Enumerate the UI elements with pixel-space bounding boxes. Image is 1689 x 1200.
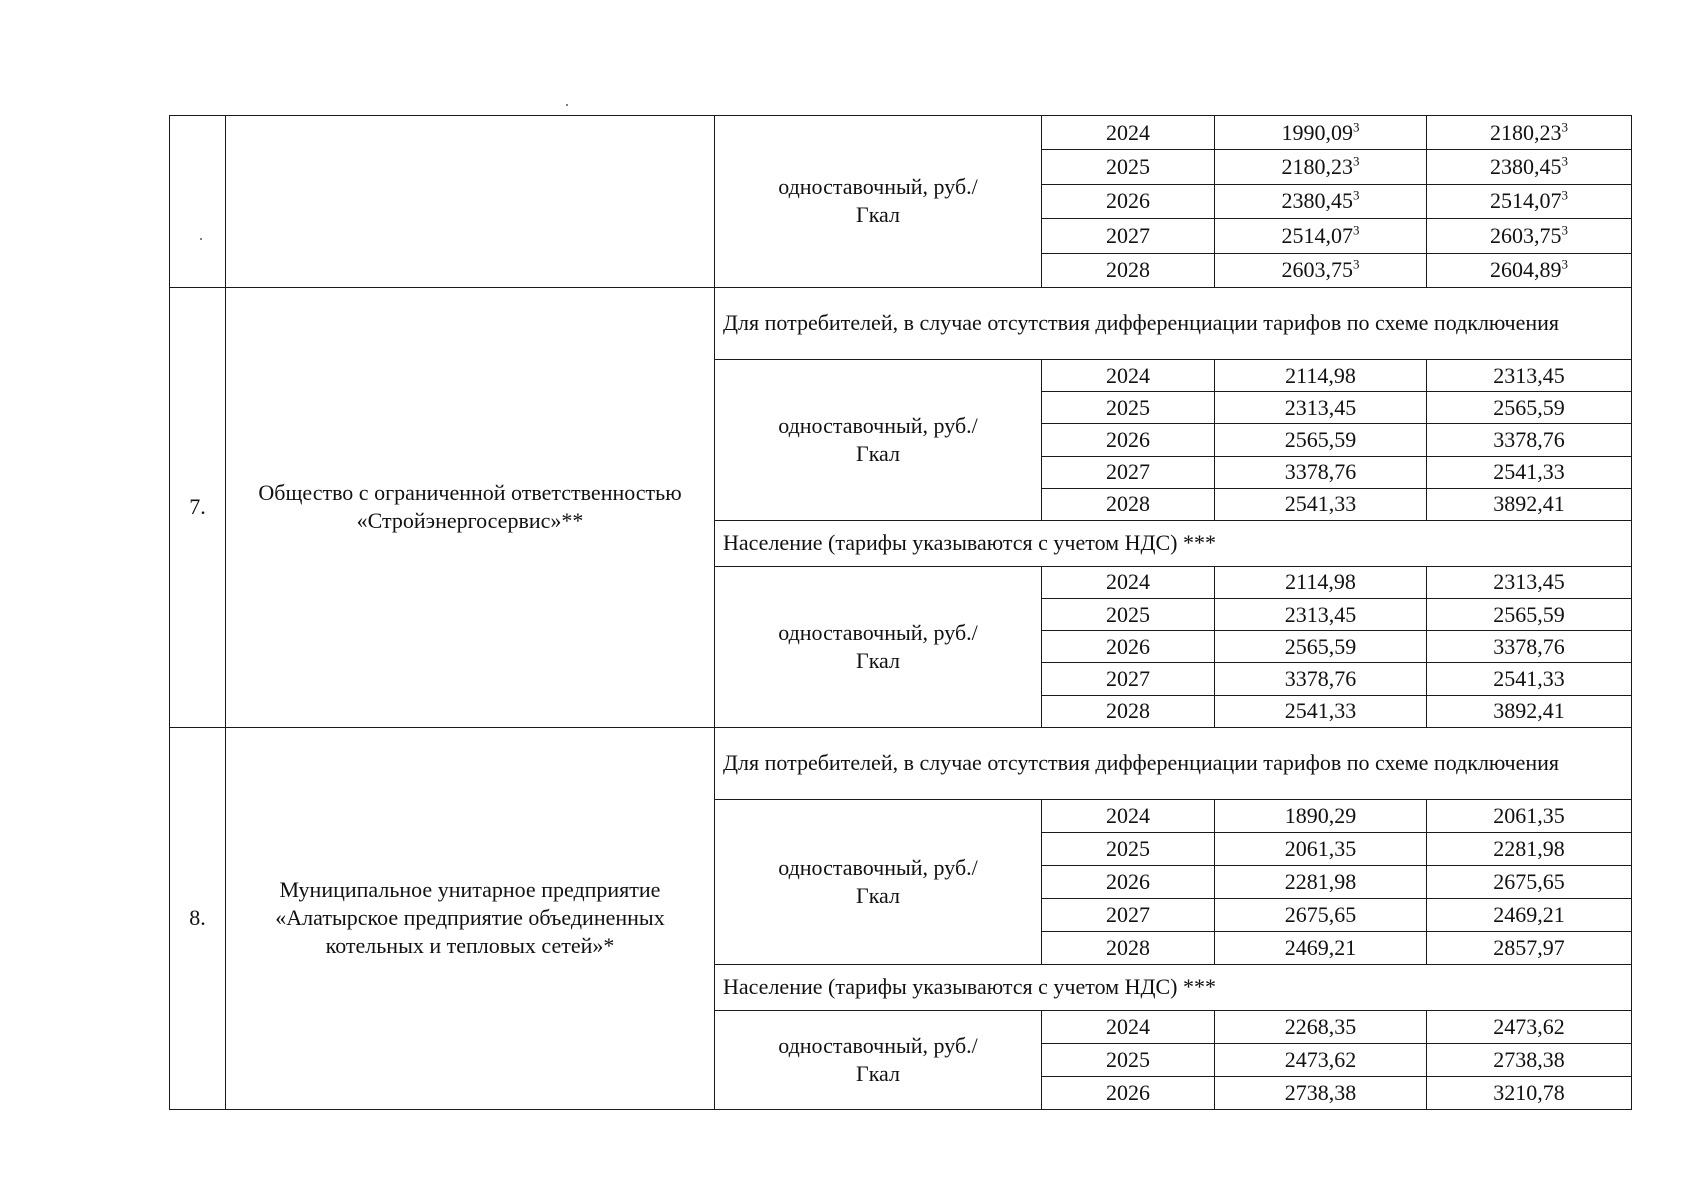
tariff-value: 2313,45: [1493, 362, 1565, 388]
tariff-value: 2565,59: [1493, 394, 1565, 420]
tariff-value: 2603,75: [1281, 257, 1353, 283]
tariff-method: одноставочный, руб./Гкал: [715, 1010, 1042, 1109]
tariff-second-half: [1427, 1076, 1632, 1109]
tariff-value: 2180,23: [1281, 154, 1353, 180]
tariff-first-half: [1215, 799, 1427, 832]
year-cell: 2028: [1042, 488, 1215, 520]
year-cell: 2027: [1042, 898, 1215, 931]
tariff-value: 2541,33: [1284, 491, 1357, 517]
tariff-second-half: [1427, 392, 1632, 424]
tariff-value: 2565,59: [1284, 633, 1357, 659]
consumer-category: Население (тарифы указываются с учетом НДС) ***: [715, 964, 1632, 1010]
tariff-value: 2514,07: [1281, 222, 1353, 248]
tariff-second-half: [1427, 898, 1632, 931]
year-cell: 2025: [1042, 832, 1215, 865]
tariff-first-half: [1215, 663, 1427, 695]
scan-speck: [566, 104, 568, 106]
tariff-first-half: [1215, 832, 1427, 865]
tariff-first-half: [1215, 1043, 1427, 1076]
year-cell: 2027: [1042, 456, 1215, 488]
tariff-first-half: [1215, 898, 1427, 931]
tariff-value: 2603,75: [1490, 222, 1562, 248]
organization-name: Муниципальное унитарное предприятие «Алатырское предприятие объединенных котельных и тепловых сетей»*: [226, 727, 715, 1109]
year-cell: 2028: [1042, 253, 1215, 287]
tariff-method: одноставочный, руб./Гкал: [715, 566, 1042, 727]
tariff-first-half: [1215, 1076, 1427, 1109]
tariff-value: 3378,76: [1284, 459, 1357, 485]
year-cell: 2025: [1042, 150, 1215, 184]
tariff-value: 2541,33: [1284, 698, 1357, 724]
tariff-method: одноставочный, руб./Гкал: [715, 359, 1042, 520]
tariff-second-half: [1427, 219, 1632, 253]
tariff-first-half: [1215, 1010, 1427, 1043]
tariff-first-half: [1215, 631, 1427, 663]
year-cell: 2024: [1042, 359, 1215, 391]
tariff-second-half: [1427, 116, 1632, 150]
tariff-second-half: [1427, 150, 1632, 184]
tariff-first-half: [1215, 219, 1427, 253]
tariff-table: [169, 115, 1632, 1110]
year-cell: 2025: [1042, 1043, 1215, 1076]
tariff-second-half: [1427, 488, 1632, 520]
tariff-first-half: [1215, 150, 1427, 184]
category-row: [170, 727, 1632, 799]
year-cell: 2024: [1042, 799, 1215, 832]
tariff-first-half: [1215, 695, 1427, 727]
tariff-value: 2675,65: [1284, 901, 1357, 927]
tariff-second-half: [1427, 1043, 1632, 1076]
tariff-value: 2541,33: [1493, 666, 1565, 692]
tariff-second-half: [1427, 663, 1632, 695]
tariff-second-half: [1427, 799, 1632, 832]
footnote-mark: 3: [1561, 153, 1568, 169]
tariff-value: 2857,97: [1493, 934, 1565, 960]
tariff-value: 3892,41: [1493, 698, 1565, 724]
tariff-first-half: [1215, 392, 1427, 424]
tariff-value: 2541,33: [1493, 459, 1565, 485]
footnote-mark: 3: [1353, 188, 1360, 204]
footnote-mark: 3: [1353, 153, 1360, 169]
tariff-second-half: [1427, 631, 1632, 663]
tariff-value: 2061,35: [1493, 802, 1565, 828]
tariff-value: 2281,98: [1284, 868, 1357, 894]
year-cell: 2026: [1042, 631, 1215, 663]
organization-name: Общество с ограниченной ответственностью «Стройэнергосервис»**: [226, 287, 715, 727]
tariff-value: 2061,35: [1284, 835, 1357, 861]
tariff-method: одноставочный, руб./Гкал: [715, 116, 1042, 288]
footnote-mark: 3: [1353, 222, 1360, 238]
tariff-value: 2469,21: [1493, 901, 1565, 927]
tariff-value: 2565,59: [1493, 601, 1565, 627]
category-row: [170, 287, 1632, 359]
tariff-second-half: [1427, 1010, 1632, 1043]
tariff-value: 2380,45: [1490, 154, 1562, 180]
tariff-value: 2180,23: [1490, 119, 1562, 145]
tariff-value: 2469,21: [1284, 934, 1357, 960]
year-cell: 2027: [1042, 219, 1215, 253]
tariff-first-half: [1215, 456, 1427, 488]
consumer-category: Для потребителей, в случае отсутствия дифференциации тарифов по схеме подключения: [715, 287, 1632, 359]
row-number: [170, 116, 226, 288]
consumer-category: Население (тарифы указываются с учетом НДС) ***: [715, 520, 1632, 566]
tariff-row: [170, 116, 1632, 150]
year-cell: 2028: [1042, 931, 1215, 964]
tariff-value: 2473,62: [1284, 1046, 1357, 1072]
year-cell: 2024: [1042, 1010, 1215, 1043]
tariff-first-half: [1215, 488, 1427, 520]
tariff-second-half: [1427, 599, 1632, 631]
year-cell: 2026: [1042, 184, 1215, 218]
tariff-value: 2281,98: [1493, 835, 1565, 861]
year-cell: 2024: [1042, 116, 1215, 150]
tariff-first-half: [1215, 116, 1427, 150]
tariff-value: 2313,45: [1284, 394, 1357, 420]
footnote-mark: 3: [1561, 256, 1568, 272]
year-cell: 2025: [1042, 392, 1215, 424]
year-cell: 2024: [1042, 566, 1215, 598]
tariff-value: 3210,78: [1493, 1079, 1565, 1105]
tariff-value: 2268,35: [1284, 1013, 1357, 1039]
consumer-category: Для потребителей, в случае отсутствия дифференциации тарифов по схеме подключения: [715, 727, 1632, 799]
tariff-value: 2604,89: [1490, 257, 1562, 283]
year-cell: 2027: [1042, 663, 1215, 695]
tariff-first-half: [1215, 566, 1427, 598]
tariff-value: 3378,76: [1284, 666, 1357, 692]
tariff-value: 2565,59: [1284, 426, 1357, 452]
tariff-value: 2738,38: [1493, 1046, 1565, 1072]
tariff-second-half: [1427, 456, 1632, 488]
tariff-second-half: [1427, 566, 1632, 598]
tariff-first-half: [1215, 599, 1427, 631]
tariff-second-half: [1427, 832, 1632, 865]
tariff-value: 3892,41: [1493, 491, 1565, 517]
tariff-first-half: [1215, 184, 1427, 218]
tariff-value: 2114,98: [1285, 569, 1356, 595]
footnote-mark: 3: [1353, 256, 1360, 272]
footnote-mark: 3: [1561, 188, 1568, 204]
tariff-second-half: [1427, 424, 1632, 456]
tariff-value: 2380,45: [1281, 188, 1353, 214]
tariff-value: 2514,07: [1490, 188, 1562, 214]
tariff-value: 2473,62: [1493, 1013, 1565, 1039]
tariff-value: 2114,98: [1285, 362, 1356, 388]
footnote-mark: 3: [1353, 119, 1360, 135]
tariff-value: 1990,09: [1281, 119, 1353, 145]
tariff-second-half: [1427, 184, 1632, 218]
tariff-method: одноставочный, руб./Гкал: [715, 799, 1042, 964]
footnote-mark: 3: [1561, 119, 1568, 135]
tariff-value: 1890,29: [1284, 802, 1357, 828]
tariff-value: 2738,38: [1284, 1079, 1357, 1105]
organization-name: [226, 116, 715, 288]
tariff-first-half: [1215, 931, 1427, 964]
year-cell: 2025: [1042, 599, 1215, 631]
tariff-second-half: [1427, 253, 1632, 287]
row-number: 7.: [170, 287, 226, 727]
tariff-second-half: [1427, 865, 1632, 898]
row-number: 8.: [170, 727, 226, 1109]
tariff-first-half: [1215, 253, 1427, 287]
tariff-second-half: [1427, 359, 1632, 391]
tariff-value: 2313,45: [1284, 601, 1357, 627]
tariff-table-body: [170, 116, 1632, 1110]
tariff-second-half: [1427, 931, 1632, 964]
tariff-first-half: [1215, 865, 1427, 898]
tariff-value: 2675,65: [1493, 868, 1565, 894]
year-cell: 2026: [1042, 1076, 1215, 1109]
footnote-mark: 3: [1561, 222, 1568, 238]
tariff-value: 3378,76: [1493, 426, 1565, 452]
tariff-value: 2313,45: [1493, 569, 1565, 595]
tariff-first-half: [1215, 359, 1427, 391]
year-cell: 2028: [1042, 695, 1215, 727]
tariff-second-half: [1427, 695, 1632, 727]
year-cell: 2026: [1042, 424, 1215, 456]
year-cell: 2026: [1042, 865, 1215, 898]
tariff-value: 3378,76: [1493, 633, 1565, 659]
tariff-first-half: [1215, 424, 1427, 456]
